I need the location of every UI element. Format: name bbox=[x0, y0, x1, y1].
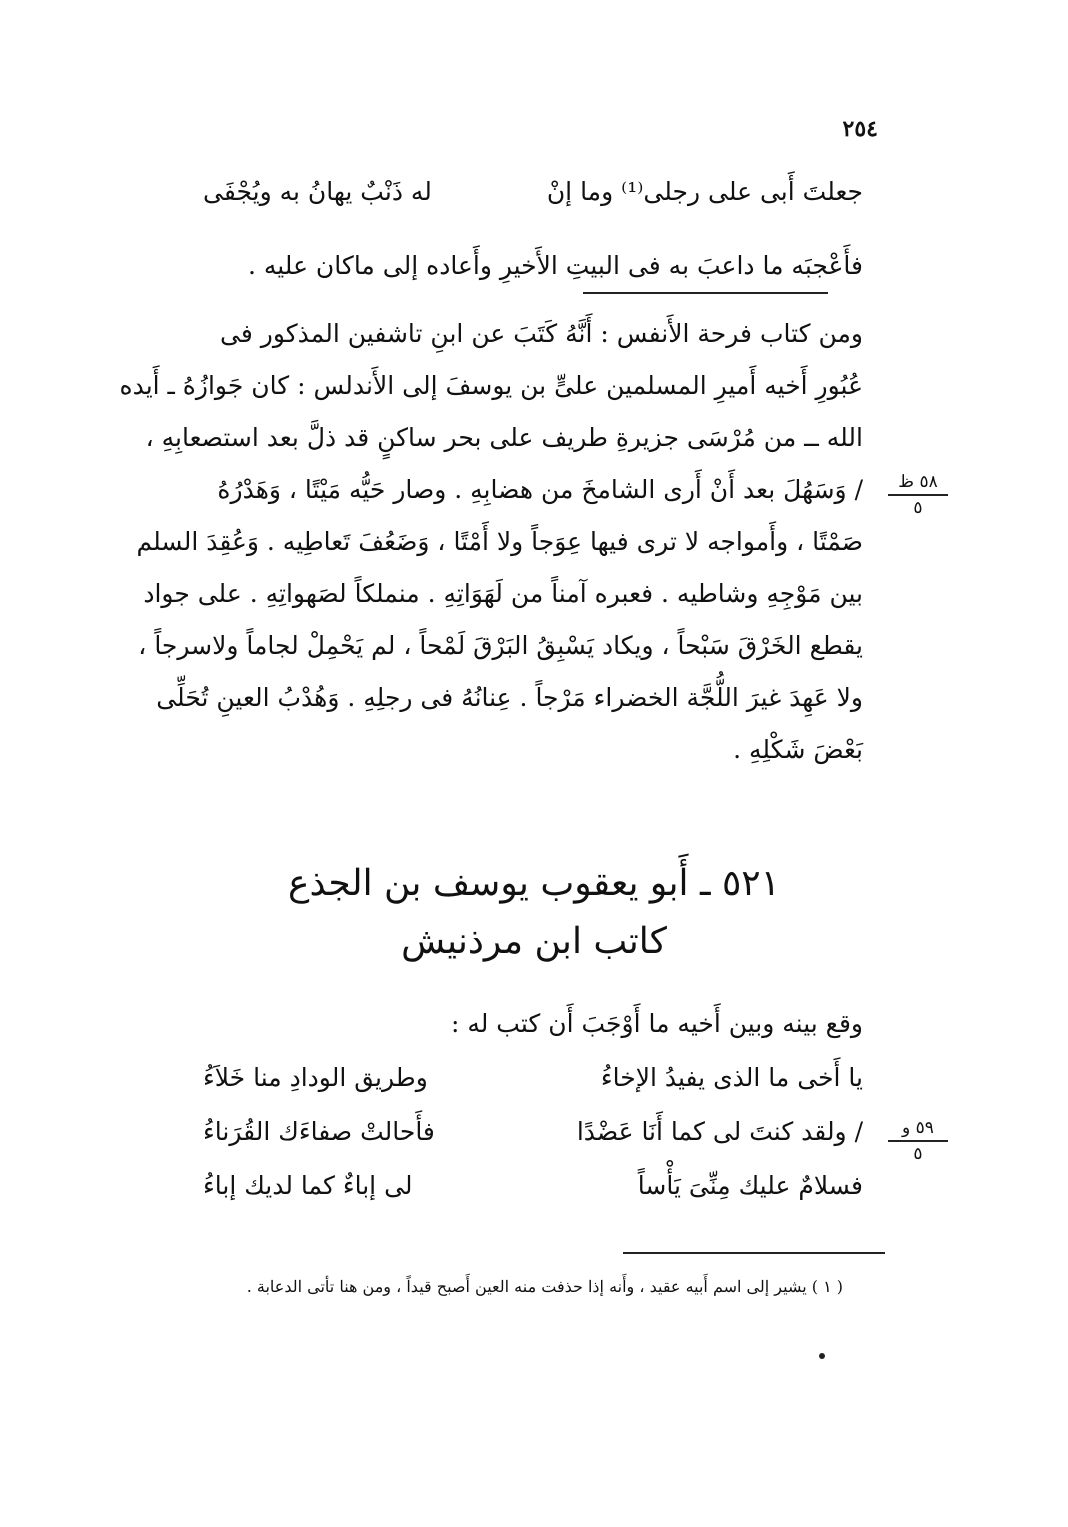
verse-hemistich-left: له ذَنْبٌ يهانُ به ويُجْفَى bbox=[203, 177, 432, 206]
margin-folio-note bbox=[888, 1118, 948, 1164]
comment-line: فأَعْجبَه ما داعبَ به فى البيتِ الأَخيرِ وأَعاده إلى ماكان عليه . bbox=[247, 251, 863, 280]
verse-hemistich-left: فأَحالتْ صفاءَك القُرَناءُ bbox=[203, 1117, 435, 1146]
verse-hemistich-right: يا أَخى ما الذى يفيدُ الإخاءُ bbox=[600, 1063, 863, 1092]
verse-hemistich-left: وطريق الودادِ منا خَلاَءُ bbox=[203, 1063, 428, 1092]
page-number: ٢٥٤ bbox=[842, 116, 878, 142]
margin-folio-bottom: ٥ bbox=[913, 498, 923, 518]
page-mark-dot bbox=[819, 1353, 825, 1359]
paragraph-line: بَعْضَ شَكْلِهِ . bbox=[733, 735, 863, 764]
paragraph-line: / وَسَهُلَ بعد أَنْ أَرى الشامخَ من هضابِهِ . وصار حَيُّه مَيْتًا ، وَهَدْرُهُ bbox=[217, 475, 863, 504]
margin-folio-note bbox=[888, 472, 948, 518]
paragraph-line: صَمْتًا ، وأَمواجه لا ترى فيها عِوَجاً ولا أَمْتًا ، وَضَعُفَ تَعاطِيه . وَعُقِدَ السلم bbox=[136, 527, 863, 556]
verse-top bbox=[203, 170, 863, 214]
footnote-rule bbox=[623, 1252, 885, 1254]
paragraph-line: ومن كتاب فرحة الأَنفس : أَنَّهُ كَتَبَ عن ابنِ تاشفين المذكور فى bbox=[220, 319, 863, 348]
section-subtitle: كاتب ابن مرذنيش bbox=[401, 921, 667, 962]
verse bbox=[203, 1164, 863, 1208]
verse bbox=[203, 1110, 863, 1154]
verse-hemistich-right: / ولقد كنتَ لى كما أَنَا عَضْدًا bbox=[576, 1117, 863, 1146]
intro-line: وقع بينه وبين أَخيه ما أَوْجَبَ أَن كتب له : bbox=[450, 1009, 863, 1038]
separator-rule bbox=[583, 292, 828, 294]
margin-folio-top: ٥٩ و bbox=[888, 1118, 948, 1142]
footnote: ( ١ ) يشير إلى اسم أَبيه عقيد ، وأَنه إذا حذفت منه العين أَصبح قيداً ، ومن هنا تأتى الدعابة . bbox=[246, 1277, 843, 1296]
verse-hemistich-left: لى إباءٌ كما لديك إباءُ bbox=[203, 1171, 413, 1200]
verse-hemistich-right: فسلامٌ عليك مِنِّىَ يَأْساً bbox=[637, 1171, 863, 1200]
verse bbox=[203, 1056, 863, 1100]
margin-folio-bottom: ٥ bbox=[913, 1144, 923, 1164]
verse-hemistich-right: جعلتَ أَبى على رجلى⁽¹⁾ وما إنْ bbox=[546, 177, 863, 206]
paragraph-line: ولا عَهِدَ غيرَ اللُّجَّة الخضراء مَرْجاً . عِنانُهُ فى رجلِهِ . وَهُدْبُ العينِ تُحَلِّى bbox=[156, 683, 863, 712]
section-title: ٥٢١ ـ أَبو يعقوب يوسف بن الجذع bbox=[288, 863, 780, 904]
margin-folio-top: ٥٨ ظ bbox=[888, 472, 948, 496]
paragraph-line: يقطع الخَرْقَ سَبْحاً ، ويكاد يَسْبِقُ البَرْقَ لَمْحاً ، لم يَحْمِلْ لجاماً ولاسرجاً ، bbox=[138, 631, 863, 660]
paragraph-line: الله ــ من مُرْسَى جزيرةِ طريف على بحر ساكنٍ قد ذلَّ بعد استصعابِهِ ، bbox=[145, 423, 863, 452]
paragraph-line: بين مَوْجِهِ وشاطيه . فعبره آمناً من لَهَوَاتِهِ . منملكاً لصَهواتِهِ . على جواد bbox=[143, 579, 863, 608]
paragraph-line: عُبُورِ أَخيه أَميرِ المسلمين علىٍّ بن يوسفَ إلى الأَندلس : كان جَوازُهُ ـ أَيده bbox=[119, 371, 863, 400]
